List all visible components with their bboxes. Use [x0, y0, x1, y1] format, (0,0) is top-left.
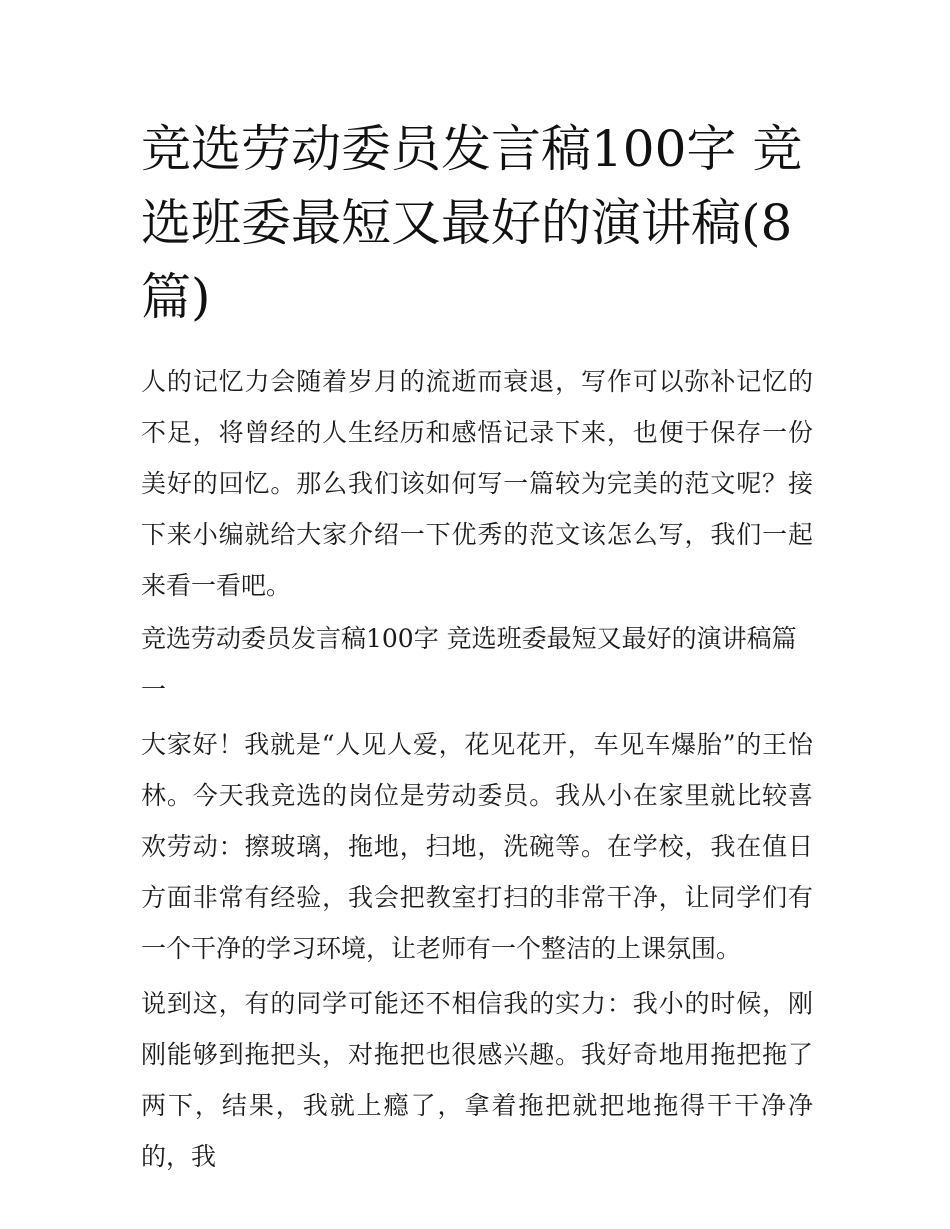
- body-paragraph-1: 大家好！我就是“人见人爱，花见花开，车见车爆胎”的王怡林。今天我竞选的岗位是劳动委员。我从小在家里就比较喜欢劳动：擦玻璃，拖地，扫地，洗碗等。在学校，我在值日方面非常有经验，我会把教室打扫的非常干净，让同学们有一个干净的学习环境，让老师有一个整洁的上课氛围。: [141, 730, 813, 963]
- document-title: 竞选劳动委员发言稿100字 竞选班委最短又最好的演讲稿(8篇): [141, 120, 803, 326]
- document-page: [141, 112, 813, 1182]
- body-paragraph-2: 说到这，有的同学可能还不相信我的实力：我小的时候，刚刚能够到拖把头，对拖把也很感兴趣。我好奇地用拖把拖了两下，结果，我就上瘾了，拿着拖把就把地拖得干干净净的，我: [141, 989, 813, 1171]
- section-heading: 竞选劳动委员发言稿100字 竞选班委最短又最好的演讲稿篇一: [141, 624, 797, 704]
- intro-paragraph: 人的记忆力会随着岁月的流逝而衰退，写作可以弥补记忆的不足，将曾经的人生经历和感悟记录下来，也便于保存一份美好的回忆。那么我们该如何写一篇较为完美的范文呢？接下来小编就给大家介绍一下优秀的范文该怎么写，我们一起来看一看吧。: [141, 367, 813, 600]
